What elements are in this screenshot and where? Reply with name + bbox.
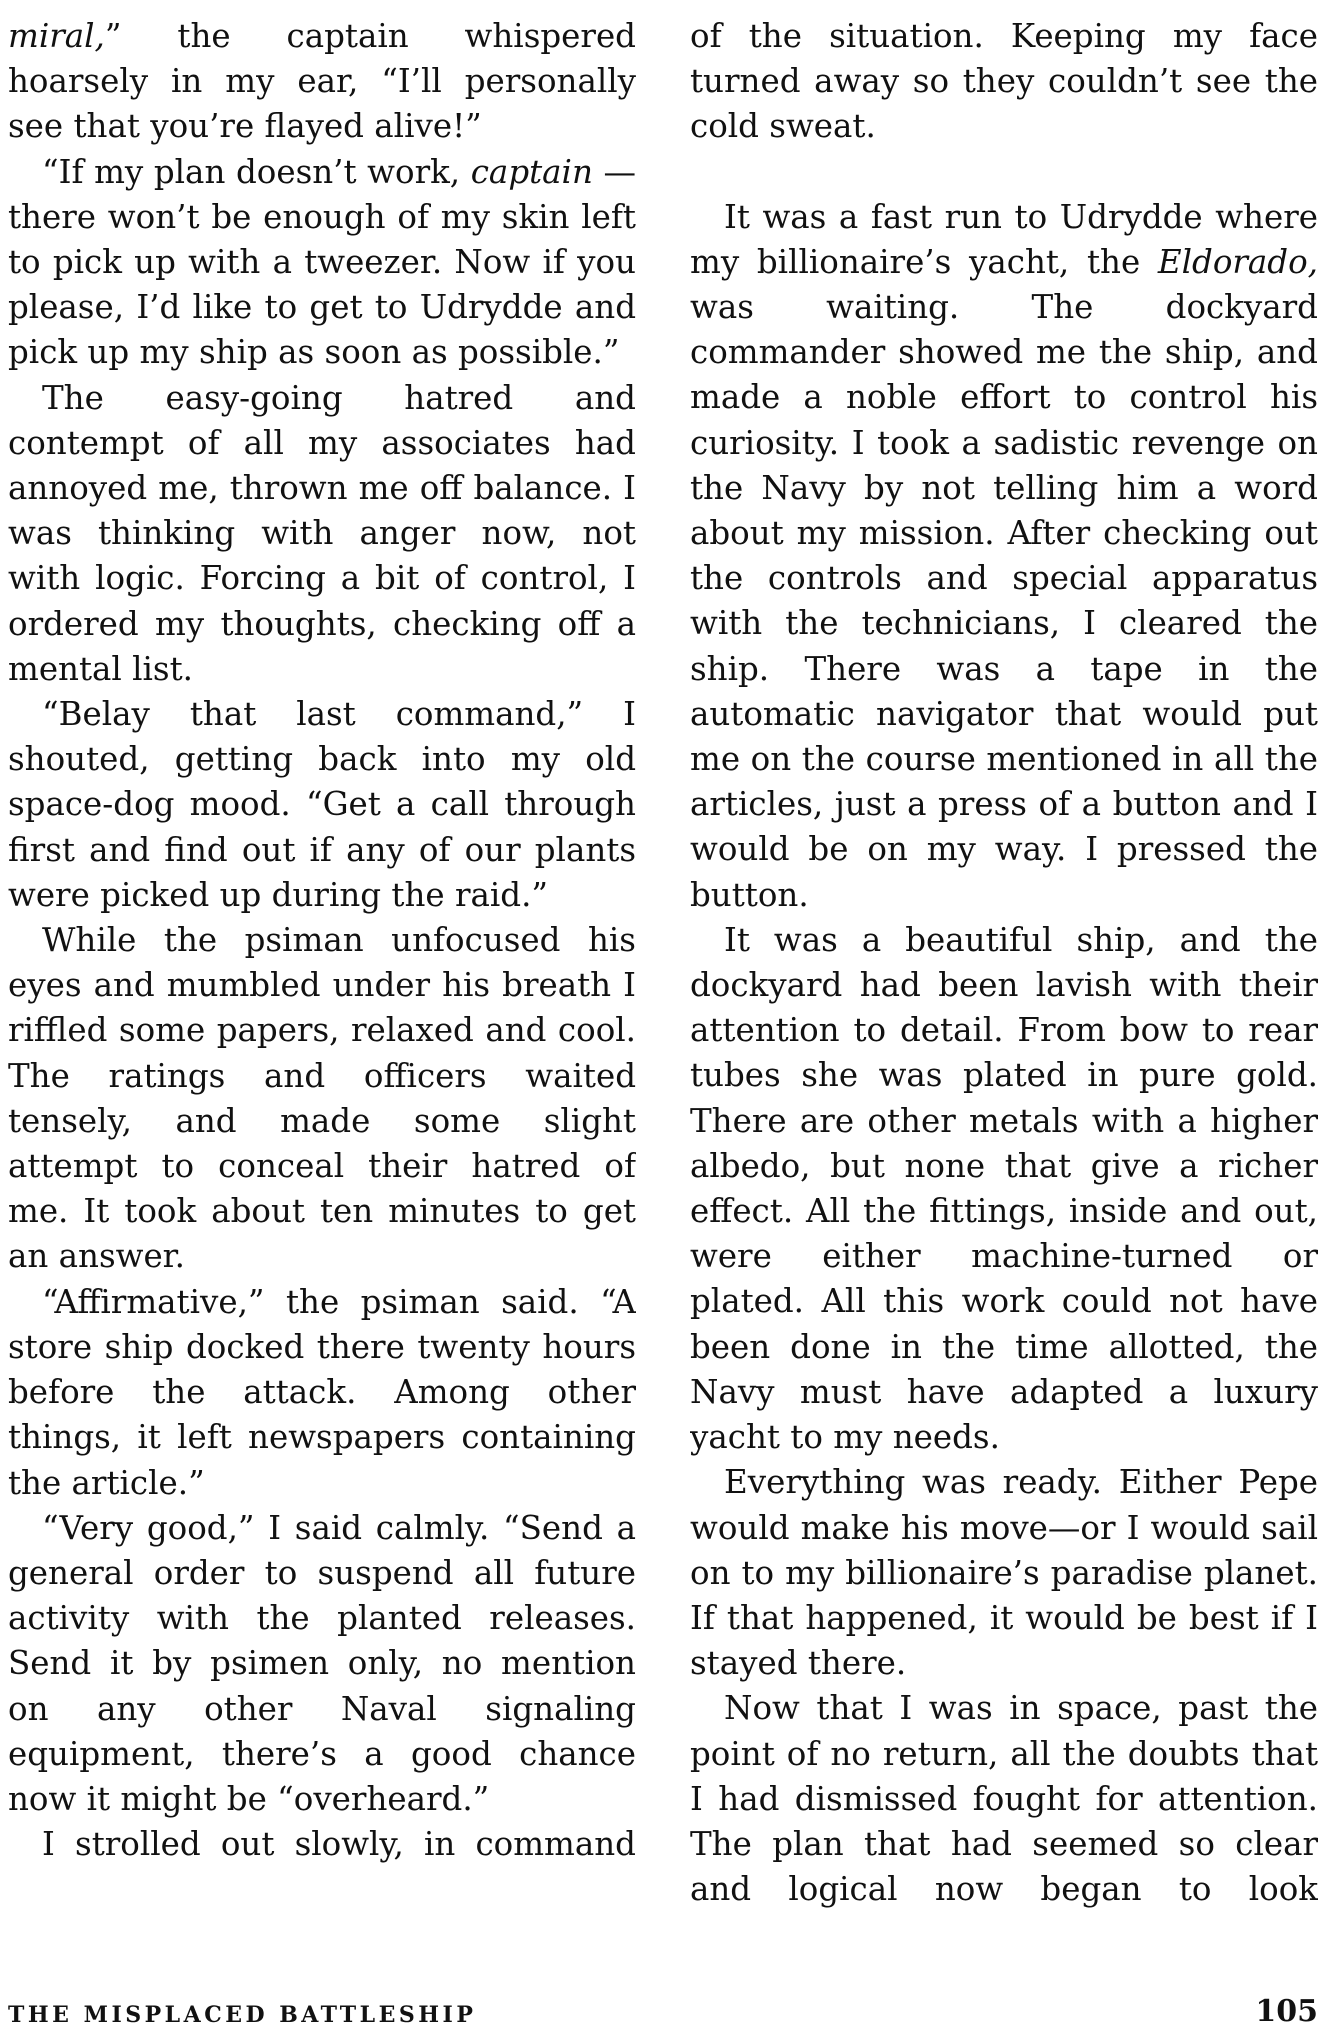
italic-text: Eldorado, — [1157, 242, 1318, 281]
paragraph: The easy-going hatred and contempt of all my associates had annoyed me, thrown me off balance. I was thinking with anger now, not with logic. Forcing a bit of control, I ordered my thoughts, checking off a mental list. — [8, 378, 636, 688]
right-text-column — [690, 14, 1318, 1989]
paragraph-text: “If my plan doesn’t work, — [42, 152, 471, 191]
left-text-column — [8, 14, 636, 1989]
paragraph: It was a beautiful ship, and the dockyard had been lavish with their attention to detail. From bow to rear tubes she was plated in pure gold. There are other metals with a higher albedo, but none that give a richer effect. All the fittings, inside and out, were either machine-turned or plated. All this work could not have been done in the time allotted, the Navy must have adapted a luxury yacht to my needs. — [690, 920, 1318, 1457]
paragraph-text: —there won’t be enough of my skin left to pick up with a tweezer. Now if you please, I’d like to get to Udrydde and pick up my ship as soon as possible.” — [8, 152, 636, 372]
paragraph — [8, 150, 636, 376]
paragraph-text: ” the captain whispered hoarsely in my ear, “I’ll personally see that you’re flayed alive!” — [8, 17, 636, 146]
paragraph: “Affirmative,” the psiman said. “A store ship docked there twenty hours before the attack. Among other things, it left newspapers containing the article.” — [8, 1282, 636, 1502]
paragraph: “Very good,” I said calmly. “Send a general order to suspend all future activity with the planted releases. Send it by psimen only, no mention on any other Naval signaling equipment, there’s a good chance now it might be “overheard.” — [8, 1508, 636, 1818]
running-head: THE MISPLACED BATTLESHIP — [8, 2002, 477, 2028]
paragraph: “Belay that last command,” I shouted, getting back into my old space-dog mood. “Get a call through first and find out if any of our plants were picked up during the raid.” — [8, 695, 636, 914]
paragraph: I strolled out slowly, in command — [42, 1825, 636, 1864]
italic-text: captain — [470, 152, 593, 191]
paragraph — [8, 14, 636, 150]
paragraph-text: It was a fast run to Udrydde where my billionaire’s yacht, the — [690, 197, 1318, 281]
paragraph-text: was waiting. The dockyard commander showed me the ship, and made a noble effort to control his curiosity. I took a sadistic revenge on the Navy by not telling him a word about my mission. After checking out the controls and special apparatus with the technicians, I cleared the ship. There was a tape in the automatic navigator that would put me on the course mentioned in all the articles, just a press of a button and I would be on my way. I pressed the button. — [690, 288, 1318, 914]
paragraph: Everything was ready. Either Pepe would make his move—or I would sail on to my billionaire’s paradise planet. If that happened, it would be best if I stayed there. — [690, 1463, 1318, 1683]
paragraph — [690, 195, 1318, 918]
italic-text: miral, — [8, 17, 105, 55]
paragraph: While the psiman unfocused his eyes and mumbled under his breath I riffled some papers, relaxed and cool. The ratings and officers waited tensely, and made some slight attempt to conceal their hatred of me. It took about ten minutes to get an answer. — [8, 921, 636, 1276]
page-footer — [8, 1994, 1318, 2034]
paragraph: Now that I was in space, past the point of no return, all the doubts that I had dismissed fought for attention. The plan that had seemed so clear and logical now began to look — [690, 1689, 1318, 1909]
page-number: 105 — [1255, 1994, 1318, 2029]
paragraph: of the situation. Keeping my face turned away so they couldn’t see the cold sweat. — [690, 17, 1318, 146]
